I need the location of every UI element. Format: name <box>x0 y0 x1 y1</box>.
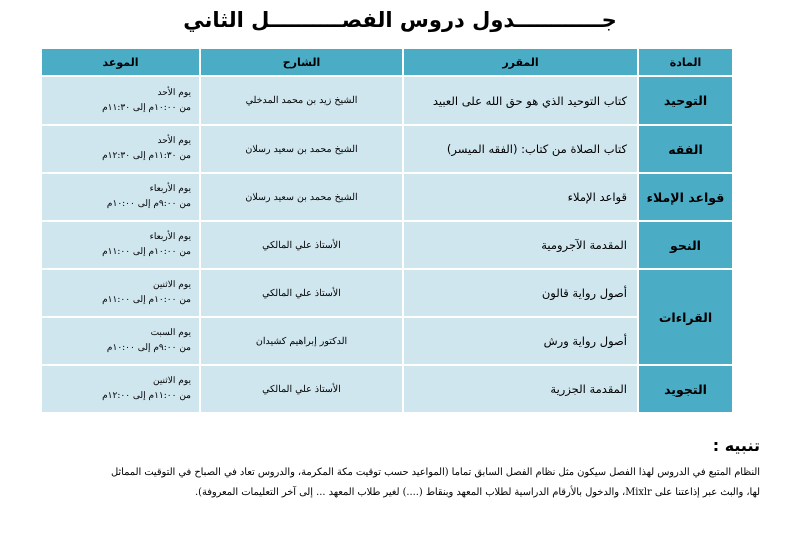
time-cell <box>41 125 200 173</box>
teacher-cell: الشيخ محمد بن سعيد رسلان <box>200 125 403 173</box>
time-range: من ١١:٣٠م إلى ١٢:٣٠م <box>102 151 191 161</box>
subject-cell: النحو <box>638 221 733 269</box>
subject-cell: الفقه <box>638 125 733 173</box>
day-label: يوم الأربعاء <box>149 232 191 242</box>
day-label: يوم الأحد <box>157 87 191 98</box>
day-label: يوم السبت <box>150 328 191 338</box>
teacher-cell: الشيخ زيد بن محمد المدخلي <box>200 76 403 125</box>
time-cell <box>41 317 200 365</box>
time-range: من ٩:٠٠م إلى ١٠:٠٠م <box>106 343 191 353</box>
course-cell: أصول رواية قالون <box>403 269 638 317</box>
teacher-cell: الأستاذ علي المالكي <box>200 221 403 269</box>
header-time: الموعد <box>41 48 200 76</box>
table-row <box>41 125 733 173</box>
teacher-cell: الدكتور إبراهيم كشيدان <box>200 317 403 365</box>
day-label: يوم الأحد <box>157 136 191 146</box>
table-row <box>41 173 733 221</box>
course-cell: المقدمة الآجرومية <box>403 221 638 269</box>
table-row <box>41 269 733 317</box>
teacher-cell: الأستاذ علي المالكي <box>200 365 403 413</box>
header-teacher: الشارح <box>200 48 403 76</box>
schedule-table <box>40 47 734 414</box>
time-range: من ٩:٠٠م إلى ١٠:٠٠م <box>106 199 191 209</box>
time-range: من ١٠:٠٠م إلى ١١:٠٠م <box>102 295 191 305</box>
table-header-row <box>41 48 733 76</box>
table-row <box>41 76 733 125</box>
time-cell <box>41 269 200 317</box>
course-cell: قواعد الإملاء <box>403 173 638 221</box>
teacher-cell: الشيخ محمد بن سعيد رسلان <box>200 173 403 221</box>
course-cell: كتاب الصلاة من كتاب: (الفقه الميسر) <box>403 125 638 173</box>
day-label: يوم الأربعاء <box>149 184 191 194</box>
course-cell: أصول رواية ورش <box>403 317 638 365</box>
note-paragraph <box>40 463 760 503</box>
note-line: النظام المتبع في الدروس لهذا الفصل سيكون مثل نظام الفصل السابق تماما (المواعيد حسب توقيت مكة المكرمة، والدروس تعاد في الصباح في التوقيت المماثل <box>111 467 760 478</box>
time-cell <box>41 221 200 269</box>
time-cell <box>41 76 200 125</box>
subject-cell: قواعد الإملاء <box>638 173 733 221</box>
time-cell <box>41 365 200 413</box>
time-cell <box>41 173 200 221</box>
table-row <box>41 317 733 365</box>
header-subject: المادة <box>638 48 733 76</box>
time-range: من ١٠:٠٠م إلى ١١:٣٠م <box>102 102 191 113</box>
course-cell: كتاب التوحيد الذي هو حق الله على العبيد <box>403 76 638 125</box>
course-cell: المقدمة الجزرية <box>403 365 638 413</box>
teacher-cell: الأستاذ علي المالكي <box>200 269 403 317</box>
time-range: من ١٠:٠٠م إلى ١١:٠٠م <box>102 247 191 257</box>
header-course: المقرر <box>403 48 638 76</box>
subject-cell: القراءات <box>638 269 733 365</box>
note-line: لها، والبث عبر إذاعتنا على Mixlr، والدخول بالأرقام الدراسية لطلاب المعهد وبنقاط (....) لغير طلاب المعهد ... إلى آخر التعليمات المعروفة). <box>195 487 760 498</box>
page-title: جــــــــــــدول دروس الفصــــــــــل الثاني <box>183 8 617 32</box>
day-label: يوم الاثنين <box>152 376 191 386</box>
table-row <box>41 221 733 269</box>
table-row <box>41 365 733 413</box>
subject-cell: التجويد <box>638 365 733 413</box>
time-range: من ١١:٠٠م إلى ١٢:٠٠م <box>102 391 191 401</box>
subject-cell: التوحيد <box>638 76 733 125</box>
note-heading: تنبيه : <box>712 436 760 455</box>
day-label: يوم الاثنين <box>152 280 191 290</box>
